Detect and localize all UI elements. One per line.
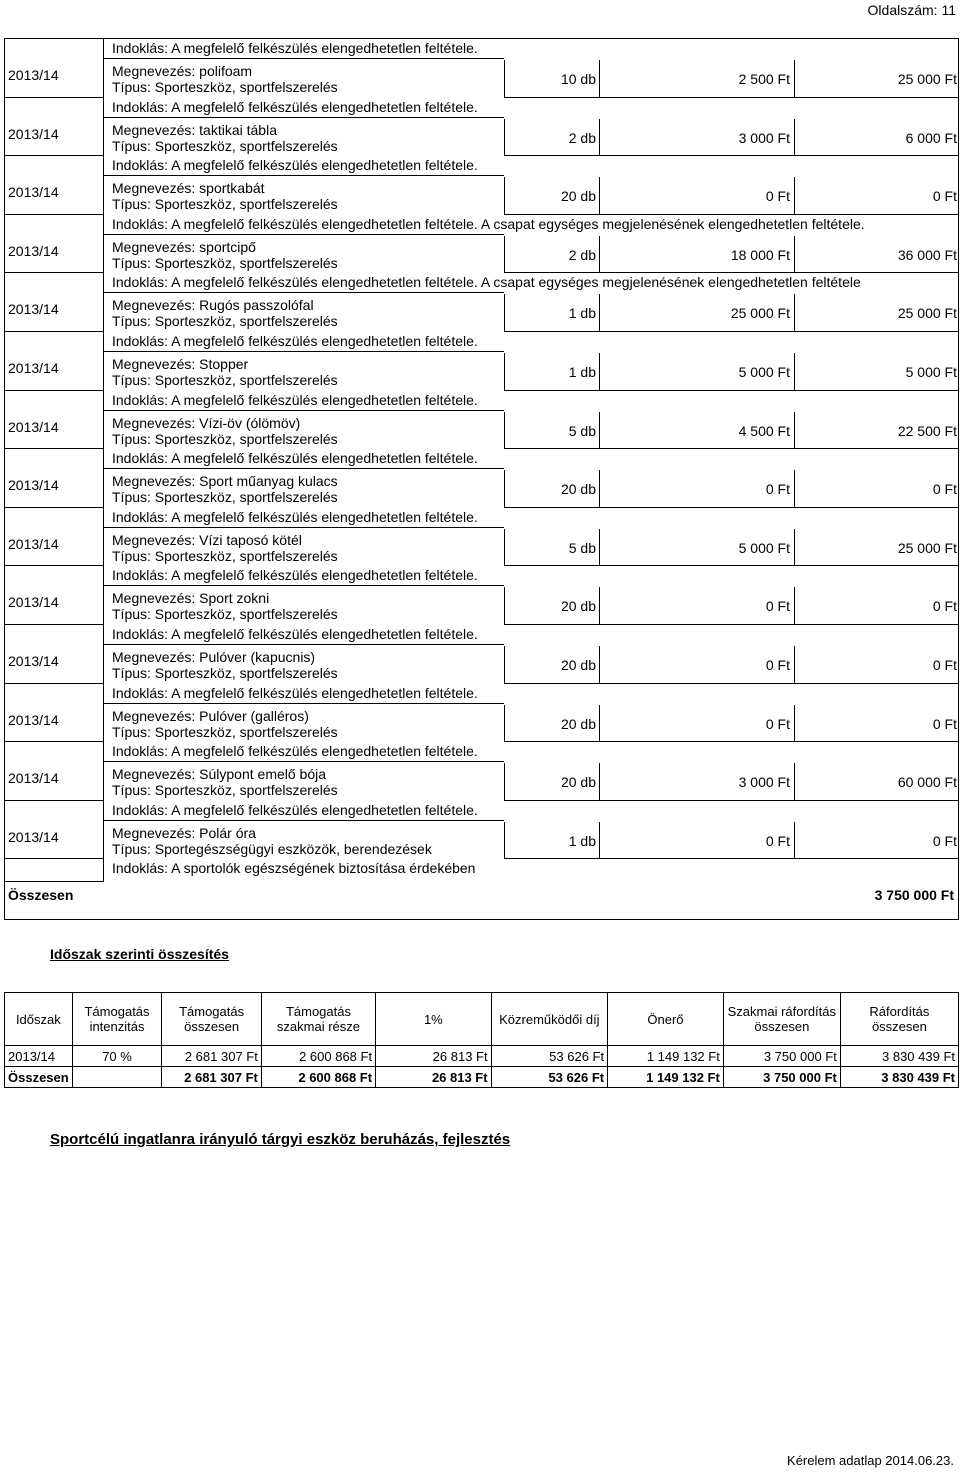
item-name (112, 356, 338, 388)
item-unit-price: 0 Ft (765, 188, 790, 205)
row-divider (504, 683, 959, 684)
item-name-text: Megnevezés: Polár óra (112, 824, 256, 841)
row-divider (4, 155, 104, 156)
item-type-text: Típus: Sporteszköz, sportfelszerelés (112, 430, 338, 447)
item-total: 25 000 Ft (897, 71, 957, 87)
item-name (112, 239, 338, 271)
row-divider (4, 331, 104, 332)
row-divider (104, 527, 504, 528)
items-total-label: Összesen (8, 887, 74, 903)
summary-header: Időszak (5, 993, 73, 1046)
item-type-text: Típus: Sporteszköz, sportfelszerelés (112, 313, 338, 330)
summary-header: Szakmai ráfordítás összesen (723, 993, 840, 1046)
summary-cell: 1 149 132 Ft (608, 1046, 724, 1067)
item-name (112, 122, 338, 154)
page-number: Oldalszám: 11 (867, 2, 956, 18)
column-divider (599, 236, 600, 273)
summary-cell: 1 149 132 Ft (608, 1067, 724, 1088)
item-row (4, 38, 959, 115)
column-divider (599, 177, 600, 214)
row-divider (104, 292, 504, 293)
row-divider (4, 624, 104, 625)
column-divider (504, 470, 505, 507)
row-divider (104, 761, 504, 762)
summary-cell: 2013/14 (5, 1046, 73, 1067)
column-divider (599, 60, 600, 97)
item-name (112, 415, 338, 447)
column-divider (794, 60, 795, 97)
column-divider (794, 646, 795, 683)
row-divider (4, 448, 104, 449)
summary-cell: 2 681 307 Ft (162, 1046, 261, 1067)
item-total: 25 000 Ft (897, 305, 957, 322)
item-unit-price: 5 000 Ft (738, 363, 790, 380)
item-name-text: Megnevezés: taktikai tábla (112, 121, 277, 138)
item-indoklas: Indoklás: A megfelelő felkészülés elengedhetetlen feltétele. (112, 391, 478, 408)
item-row (4, 390, 959, 467)
column-divider (504, 646, 505, 683)
column-divider (504, 236, 505, 273)
item-indoklas: Indoklás: A megfelelő felkészülés elengedhetetlen feltétele. A csapat egységes megjelenésének elengedhetetlen feltétele (112, 274, 861, 291)
summary-cell: 2 600 868 Ft (261, 1067, 375, 1088)
column-divider (794, 587, 795, 624)
item-year: 2013/14 (8, 477, 59, 494)
item-name (112, 649, 338, 681)
summary-cell: 3 830 439 Ft (840, 1046, 958, 1067)
item-qty: 20 db (560, 715, 596, 732)
row-divider (104, 410, 504, 411)
item-year: 2013/14 (8, 652, 59, 669)
item-row (4, 507, 959, 584)
column-divider (103, 38, 104, 881)
summary-table (4, 992, 959, 1088)
row-divider (504, 741, 959, 742)
item-unit-price: 0 Ft (765, 715, 790, 732)
summary-cell: 2 681 307 Ft (162, 1067, 261, 1088)
column-divider (504, 119, 505, 156)
summary-header: Közreműködői díj (491, 993, 608, 1046)
row-divider (104, 234, 504, 235)
item-indoklas: Indoklás: A megfelelő felkészülés elengedhetetlen feltétele. (112, 332, 478, 349)
column-divider (504, 294, 505, 331)
item-year: 2013/14 (8, 594, 59, 611)
column-divider (599, 705, 600, 742)
item-qty: 1 db (568, 363, 596, 380)
row-divider (504, 448, 959, 449)
item-name (112, 180, 338, 212)
summary-cell: 53 626 Ft (491, 1046, 608, 1067)
summary-cell: 70 % (72, 1046, 162, 1067)
item-unit-price: 0 Ft (765, 598, 790, 615)
item-qty: 5 db (568, 422, 596, 439)
item-indoklas: Indoklás: A megfelelő felkészülés elengedhetetlen feltétele. (112, 743, 478, 760)
row-divider (4, 214, 104, 215)
item-qty: 2 db (568, 129, 596, 146)
row-divider (504, 97, 959, 98)
column-divider (794, 294, 795, 331)
table-border (4, 38, 5, 919)
item-qty: 20 db (560, 188, 596, 205)
item-type-text: Típus: Sporteszköz, sportfelszerelés (112, 606, 338, 623)
row-divider (104, 820, 504, 821)
row-divider (104, 703, 504, 704)
summary-cell: 26 813 Ft (376, 1067, 492, 1088)
row-divider (104, 468, 504, 469)
column-divider (794, 705, 795, 742)
item-year: 2013/14 (8, 301, 59, 318)
summary-cell (72, 1067, 162, 1088)
item-name-text: Megnevezés: Stopper (112, 355, 249, 372)
column-divider (504, 587, 505, 624)
summary-header: Támogatás összesen (162, 993, 261, 1046)
item-type-text: Típus: Sporteszköz, sportfelszerelés (112, 723, 338, 740)
next-section-title: Sportcélú ingatlanra irányuló tárgyi eszköz beruházás, fejlesztés (50, 1131, 511, 1148)
item-type-text: Típus: Sporteszköz, sportfelszerelés (112, 489, 338, 506)
item-unit-price: 3 000 Ft (738, 129, 790, 146)
item-name (112, 590, 338, 622)
row-divider (4, 565, 104, 566)
item-indoklas: Indoklás: A megfelelő felkészülés elengedhetetlen feltétele. (112, 508, 478, 525)
item-name-text: Megnevezés: Súlypont emelő bója (112, 766, 327, 783)
row-divider (504, 507, 959, 508)
item-total: 0 Ft (932, 715, 957, 732)
row-divider (504, 565, 959, 566)
item-total: 0 Ft (932, 598, 957, 615)
item-name-text: Megnevezés: polifoam (112, 63, 253, 79)
column-divider (599, 822, 600, 859)
column-divider (599, 412, 600, 449)
item-row (4, 97, 959, 174)
column-divider (599, 353, 600, 390)
row-divider (4, 272, 104, 273)
item-year: 2013/14 (8, 242, 59, 259)
summary-cell: 3 750 000 Ft (723, 1046, 840, 1067)
item-indoklas: Indoklás: A megfelelő felkészülés elengedhetetlen feltétele. (112, 567, 478, 584)
item-unit-price: 25 000 Ft (730, 305, 790, 322)
column-divider (794, 177, 795, 214)
item-year: 2013/14 (8, 359, 59, 376)
item-qty: 20 db (560, 774, 596, 791)
column-divider (599, 587, 600, 624)
item-year: 2013/14 (8, 418, 59, 435)
item-qty: 20 db (560, 481, 596, 498)
row-divider (104, 175, 504, 176)
item-name (112, 766, 338, 798)
row-divider (104, 585, 504, 586)
row-divider (4, 881, 104, 882)
column-divider (794, 412, 795, 449)
item-type-text: Típus: Sporteszköz, sportfelszerelés (112, 79, 338, 95)
column-divider (599, 646, 600, 683)
item-row (4, 214, 959, 291)
item-indoklas: Indoklás: A megfelelő felkészülés elengedhetetlen feltétele. (112, 450, 478, 467)
item-unit-price: 18 000 Ft (730, 246, 790, 263)
item-name (112, 708, 338, 740)
summary-cell: 2 600 868 Ft (261, 1046, 375, 1067)
summary-cell: Összesen (5, 1067, 73, 1088)
row-divider (504, 858, 959, 859)
summary-header: Támogatás intenzitás (72, 993, 162, 1046)
item-name (112, 297, 338, 329)
item-name (112, 63, 338, 95)
item-total: 25 000 Ft (897, 539, 957, 556)
item-row (4, 624, 959, 701)
item-name-text: Megnevezés: Vízi taposó kötél (112, 531, 302, 548)
row-divider (504, 331, 959, 332)
item-qty: 5 db (568, 539, 596, 556)
column-divider (794, 529, 795, 566)
row-divider (104, 117, 504, 118)
item-total: 36 000 Ft (897, 246, 957, 263)
summary-section-title: Időszak szerinti összesítés (50, 946, 229, 962)
row-divider (504, 272, 959, 273)
item-indoklas: Indoklás: A megfelelő felkészülés elengedhetetlen feltétele. (112, 684, 478, 701)
summary-header: Támogatás szakmai része (261, 993, 375, 1046)
item-row (4, 683, 959, 760)
item-qty: 10 db (560, 71, 596, 87)
summary-cell: 53 626 Ft (491, 1067, 608, 1088)
column-divider (794, 119, 795, 156)
item-year: 2013/14 (8, 67, 59, 83)
column-divider (794, 353, 795, 390)
row-divider (504, 800, 959, 801)
item-name-text: Megnevezés: Pulóver (galléros) (112, 707, 309, 724)
row-divider (504, 155, 959, 156)
item-indoklas: Indoklás: A megfelelő felkészülés elengedhetetlen feltétele. (112, 801, 478, 818)
item-name-text: Megnevezés: Vízi-öv (ólömöv) (112, 414, 301, 431)
item-name (112, 473, 338, 505)
item-total: 22 500 Ft (897, 422, 957, 439)
row-divider (104, 644, 504, 645)
item-total: 0 Ft (932, 188, 957, 205)
item-row (4, 272, 959, 349)
column-divider (599, 294, 600, 331)
item-indoklas: Indoklás: A megfelelő felkészülés elengedhetetlen feltétele. (112, 98, 478, 115)
item-year: 2013/14 (8, 770, 59, 787)
item-qty: 1 db (568, 832, 596, 849)
item-total: 6 000 Ft (905, 129, 957, 146)
row-divider (4, 858, 104, 859)
item-name-text: Megnevezés: Sport zokni (112, 590, 270, 607)
item-name (112, 532, 338, 564)
item-total: 0 Ft (932, 656, 957, 673)
summary-cell: 3 830 439 Ft (840, 1067, 958, 1088)
item-row (4, 565, 959, 642)
summary-total-row (5, 1067, 959, 1088)
item-unit-price: 4 500 Ft (738, 422, 790, 439)
column-divider (504, 529, 505, 566)
column-divider (599, 763, 600, 800)
column-divider (599, 529, 600, 566)
items-table (4, 38, 959, 877)
column-divider (794, 236, 795, 273)
column-divider (504, 705, 505, 742)
row-divider (4, 390, 104, 391)
item-name-text: Megnevezés: sportkabát (112, 180, 265, 197)
item-indoklas: Indoklás: A megfelelő felkészülés elengedhetetlen feltétele. A csapat egységes megjelenésének elengedhetetlen feltétele. (112, 215, 865, 232)
item-type-text: Típus: Sporteszköz, sportfelszerelés (112, 196, 338, 213)
summary-cell: 26 813 Ft (376, 1046, 492, 1067)
item-name-text: Megnevezés: Rugós passzolófal (112, 297, 314, 314)
item-name (112, 825, 432, 857)
row-divider (504, 624, 959, 625)
item-type-text: Típus: Sporteszköz, sportfelszerelés (112, 664, 338, 681)
item-unit-price: 3 000 Ft (738, 774, 790, 791)
item-row (4, 448, 959, 525)
item-unit-price: 0 Ft (765, 481, 790, 498)
column-divider (599, 470, 600, 507)
item-unit-price: 5 000 Ft (738, 539, 790, 556)
row-divider (104, 58, 504, 59)
item-unit-price: 0 Ft (765, 832, 790, 849)
item-row (4, 331, 959, 408)
item-total: 5 000 Ft (905, 363, 957, 380)
column-divider (504, 60, 505, 97)
item-total: 0 Ft (932, 832, 957, 849)
item-qty: 20 db (560, 598, 596, 615)
row-divider (4, 507, 104, 508)
item-type-text: Típus: Sportegészségügyi eszközök, berendezések (112, 840, 432, 857)
column-divider (504, 822, 505, 859)
item-type-text: Típus: Sporteszköz, sportfelszerelés (112, 782, 338, 799)
row-divider (4, 97, 104, 98)
column-divider (794, 470, 795, 507)
item-year: 2013/14 (8, 125, 59, 142)
row-divider (504, 390, 959, 391)
item-indoklas: Indoklás: A sportolók egészségének biztosítása érdekében (112, 860, 476, 877)
summary-header-row (5, 993, 959, 1046)
item-qty: 2 db (568, 246, 596, 263)
item-row (4, 800, 959, 877)
item-type-text: Típus: Sporteszköz, sportfelszerelés (112, 371, 338, 388)
item-name-text: Megnevezés: Pulóver (kapucnis) (112, 648, 316, 665)
row-divider (504, 214, 959, 215)
item-indoklas: Indoklás: A megfelelő felkészülés elengedhetetlen feltétele. (112, 625, 478, 642)
item-name-text: Megnevezés: sportcipő (112, 238, 256, 255)
item-year: 2013/14 (8, 711, 59, 728)
item-type-text: Típus: Sporteszköz, sportfelszerelés (112, 137, 338, 154)
summary-cell: 3 750 000 Ft (723, 1067, 840, 1088)
item-unit-price: 0 Ft (765, 656, 790, 673)
row-divider (104, 351, 504, 352)
row-indoklas: Indoklás: A megfelelő felkészülés elengedhetetlen feltétele. (112, 40, 478, 56)
item-indoklas: Indoklás: A megfelelő felkészülés elengedhetetlen feltétele. (112, 157, 478, 174)
summary-header: Ráfordítás összesen (840, 993, 958, 1046)
item-total: 60 000 Ft (897, 774, 957, 791)
column-divider (504, 353, 505, 390)
column-divider (504, 412, 505, 449)
row-divider (4, 683, 104, 684)
item-year: 2013/14 (8, 535, 59, 552)
item-year: 2013/14 (8, 828, 59, 845)
item-type-text: Típus: Sporteszköz, sportfelszerelés (112, 254, 338, 271)
row-divider (4, 741, 104, 742)
item-row (4, 155, 959, 232)
item-type-text: Típus: Sporteszköz, sportfelszerelés (112, 547, 338, 564)
item-qty: 20 db (560, 656, 596, 673)
column-divider (599, 119, 600, 156)
summary-header: Önerő (608, 993, 724, 1046)
row-divider (4, 800, 104, 801)
item-year: 2013/14 (8, 184, 59, 201)
table-border (958, 38, 959, 919)
column-divider (794, 822, 795, 859)
table-border (4, 38, 959, 39)
item-total: 0 Ft (932, 481, 957, 498)
summary-row (5, 1046, 959, 1067)
column-divider (794, 763, 795, 800)
item-unit-price: 2 500 Ft (738, 71, 790, 87)
item-row (4, 741, 959, 818)
summary-header: 1% (376, 993, 492, 1046)
footer-text: Kérelem adatlap 2014.06.23. (787, 1453, 954, 1468)
table-border (4, 919, 959, 920)
item-name-text: Megnevezés: Sport műanyag kulacs (112, 473, 338, 490)
column-divider (504, 763, 505, 800)
item-qty: 1 db (568, 305, 596, 322)
column-divider (504, 177, 505, 214)
items-total-value: 3 750 000 Ft (874, 887, 954, 903)
